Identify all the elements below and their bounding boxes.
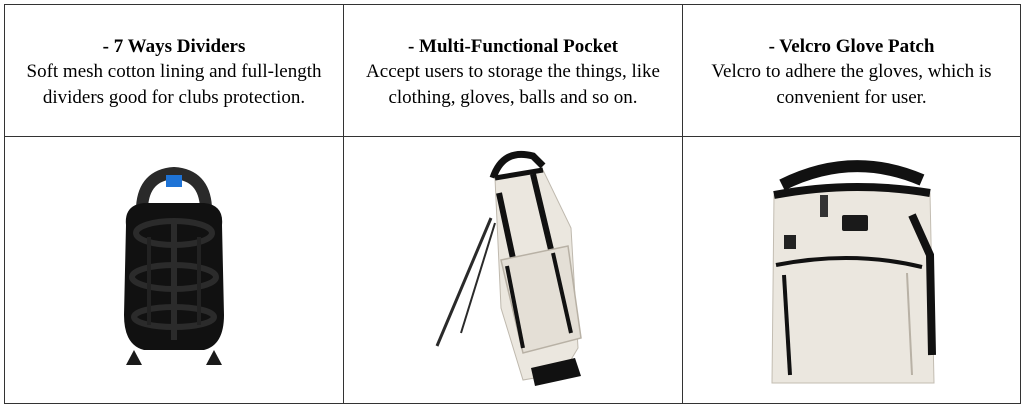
- feature-title: - Velcro Glove Patch: [768, 35, 935, 57]
- image-cell-pocket: [344, 137, 683, 404]
- feature-description: Soft mesh cotton lining and full-length dividers good for clubs protection.: [26, 60, 322, 108]
- golf-bag-velcro-image: [762, 155, 942, 385]
- feature-title: - Multi-Functional Pocket: [407, 35, 619, 57]
- feature-description: Velcro to adhere the gloves, which is convenient for user.: [711, 60, 992, 108]
- golf-stand-bag-image: [403, 148, 623, 393]
- image-cell-velcro: [683, 137, 1021, 404]
- golf-bag-dividers-image: [104, 165, 244, 375]
- feature-cell-pocket: [344, 5, 683, 137]
- feature-description: Accept users to storage the things, like clothing, gloves, balls and so on.: [366, 60, 660, 108]
- feature-image-row: [5, 137, 1021, 404]
- feature-title: - 7 Ways Dividers: [102, 35, 246, 57]
- feature-table: [4, 4, 1021, 404]
- feature-cell-dividers: [5, 5, 344, 137]
- feature-text-row: [5, 5, 1021, 137]
- feature-cell-velcro: [683, 5, 1021, 137]
- image-cell-dividers: [5, 137, 344, 404]
